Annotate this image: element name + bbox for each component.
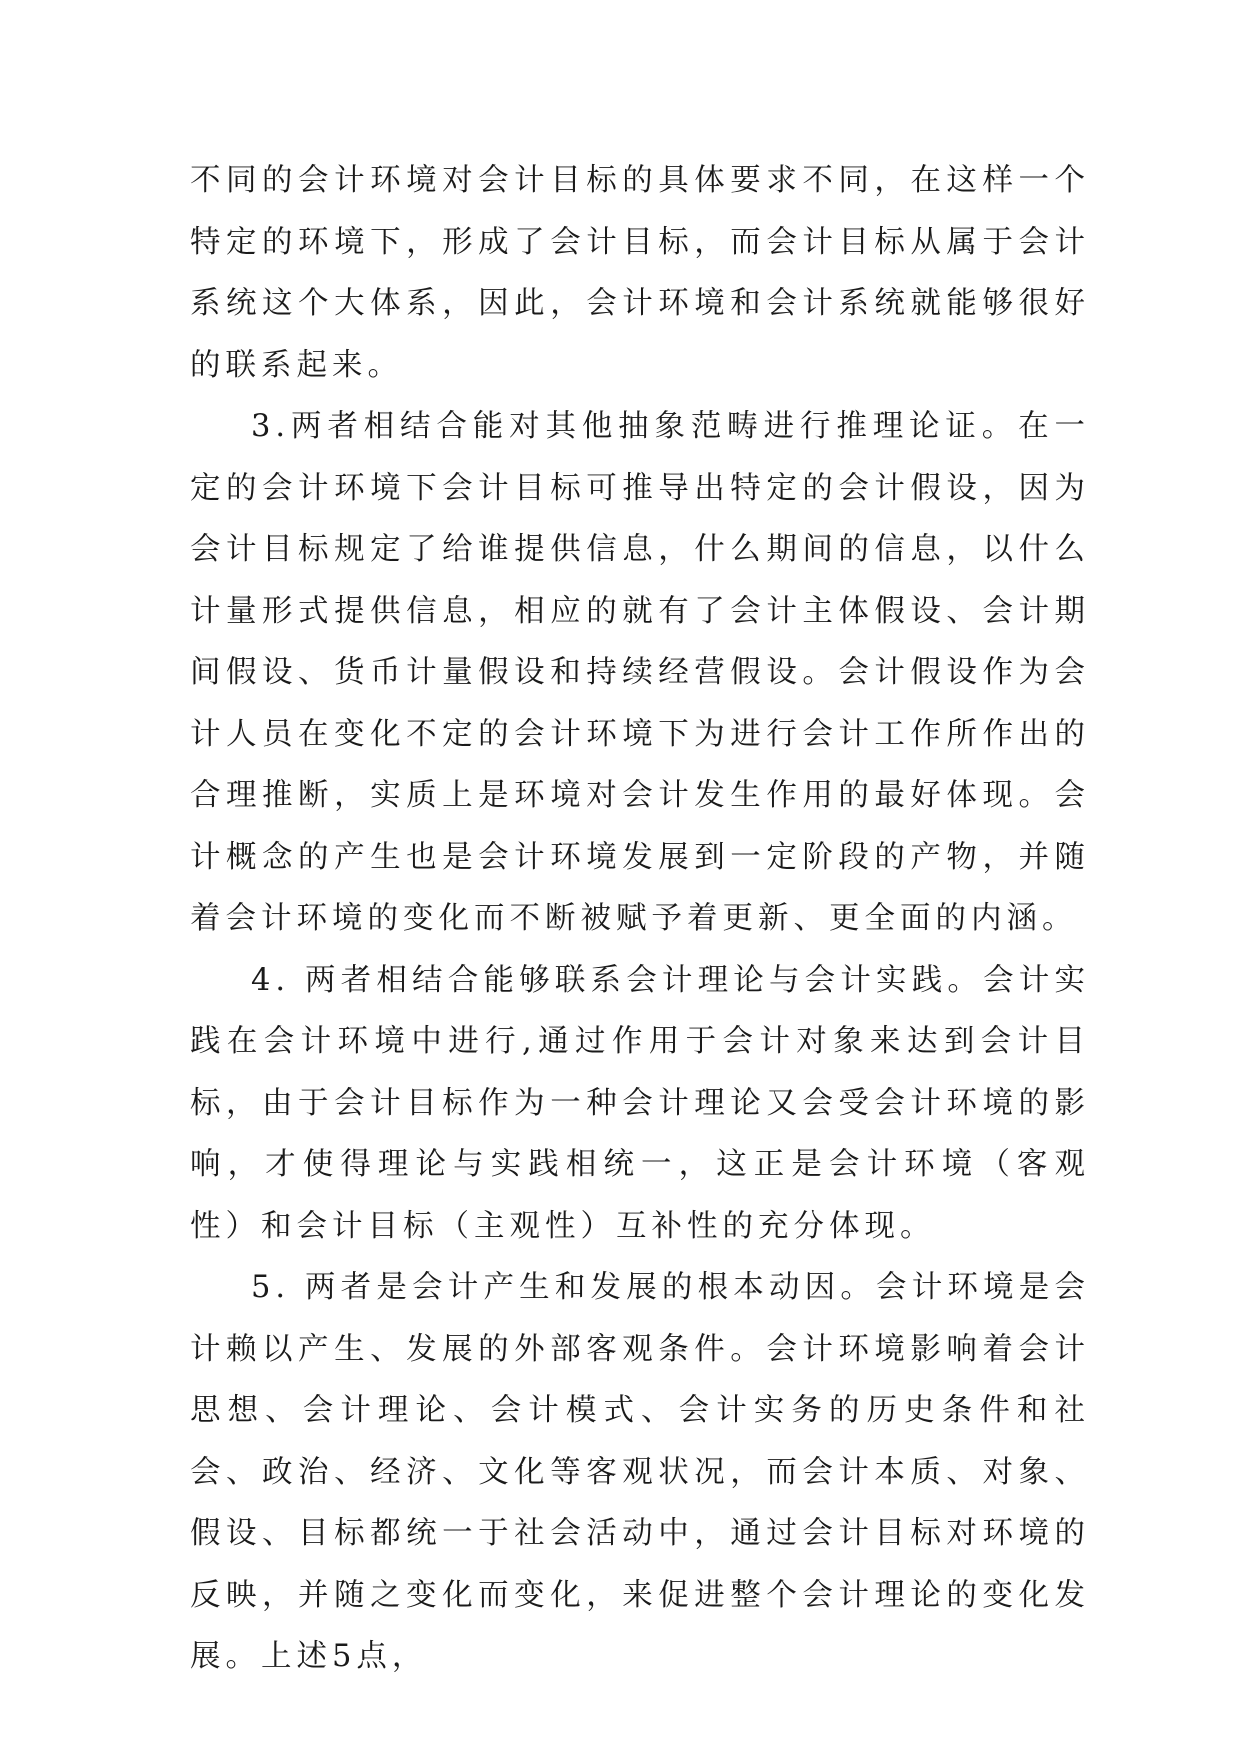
paragraph-point-5: 5. 两者是会计产生和发展的根本动因。会计环境是会计赖以产生、发展的外部客观条件。会计环境影响着会计思想、会计理论、会计模式、会计实务的历史条件和社会、政治、经济、文化等客观状况，而会计本质、对象、假设、目标都统一于社会活动中，通过会计目标对环境的反映，并随之变化而变化，来促进整个会计理论的变化发展。上述5点，: [190, 1270, 1090, 1674]
paragraph-continuation: 不同的会计环境对会计目标的具体要求不同，在这样一个特定的环境下，形成了会计目标，而会计目标从属于会计系统这个大体系，因此，会计环境和会计系统就能够很好的联系起来。: [190, 163, 1090, 383]
paragraph-point-4: 4. 两者相结合能够联系会计理论与会计实践。会计实践在会计环境中进行,通过作用于会计对象来达到会计目标，由于会计目标作为一种会计理论又会受会计环境的影响，才使得理论与实践相统一，这正是会计环境（客观性）和会计目标（主观性）互补性的充分体现。: [190, 962, 1090, 1244]
paragraph-point-3: 3.两者相结合能对其他抽象范畴进行推理论证。在一定的会计环境下会计目标可推导出特定的会计假设，因为会计目标规定了给谁提供信息，什么期间的信息，以什么计量形式提供信息，相应的就有了会计主体假设、会计期间假设、货币计量假设和持续经营假设。会计假设作为会计人员在变化不定的会计环境下为进行会计工作所作出的合理推断，实质上是环境对会计发生作用的最好体现。会计概念的产生也是会计环境发展到一定阶段的产物，并随着会计环境的变化而不断被赋予着更新、更全面的内涵。: [190, 409, 1090, 936]
document-body: [190, 150, 1090, 1688]
